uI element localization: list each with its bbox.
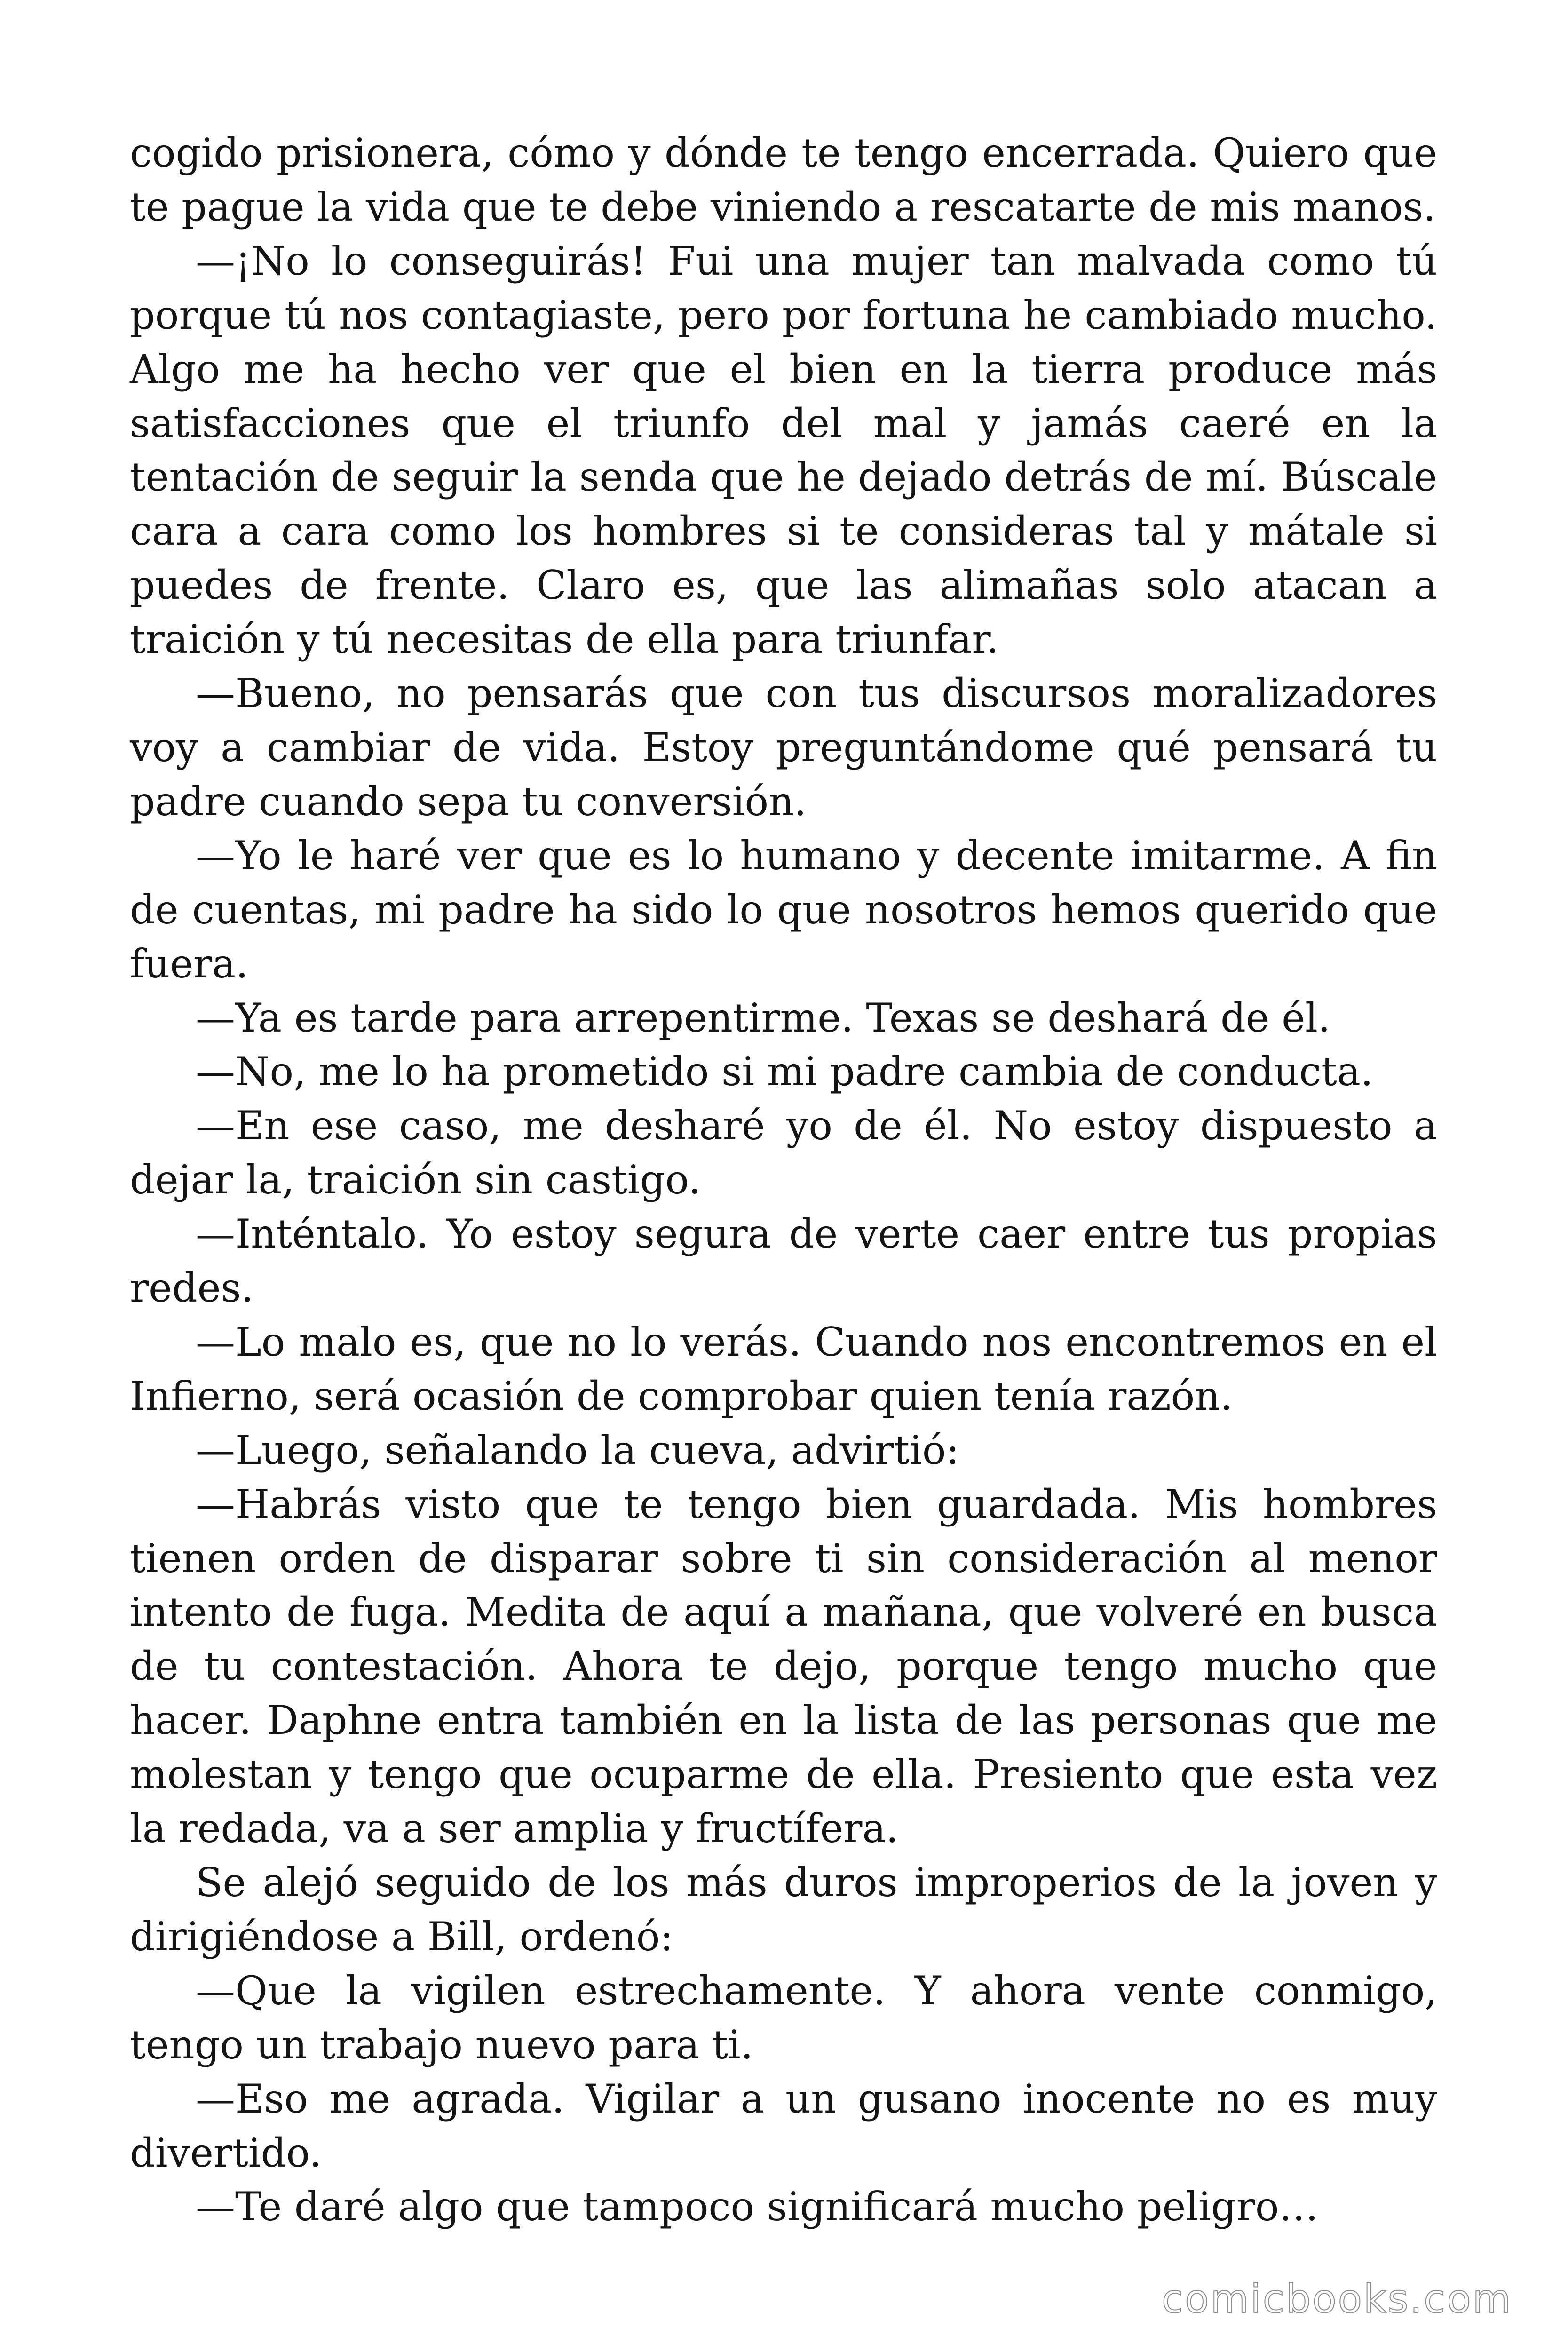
paragraph: —En ese caso, me desharé yo de él. No estoy dispuesto a dejar la, traición sin castigo. [130, 1103, 1437, 1203]
paragraph: —No, me lo ha prometido si mi padre cambia de conducta. [196, 1049, 1373, 1095]
paragraph: —Lo malo es, que no lo verás. Cuando nos encontremos en el Infierno, será ocasión de comprobar quien tenía razón. [130, 1319, 1437, 1419]
paragraph: —Yo le haré ver que es lo humano y decente imitarme. A fin de cuentas, mi padre ha sido lo que nosotros hemos querido que fuera. [130, 832, 1437, 987]
watermark: comicbooks.com [1162, 2276, 1513, 2322]
paragraph: —Bueno, no pensarás que con tus discursos moralizadores voy a cambiar de vida. Estoy preguntándome qué pensará tu padre cuando sepa tu conversión. [130, 670, 1437, 825]
paragraph: Se alejó seguido de los más duros improperios de la joven y dirigiéndose a Bill, ordenó: [130, 1859, 1437, 1960]
paragraph: —Te daré algo que tampoco significará mucho peligro… [196, 2184, 1319, 2230]
paragraph: —Que la vigilen estrechamente. Y ahora vente conmigo, tengo un trabajo nuevo para ti. [130, 1967, 1437, 2068]
paragraph: —¡No lo conseguirás! Fui una mujer tan malvada como tú porque tú nos contagiaste, pero por fortuna he cambiado mucho. Algo me ha hecho ver que el bien en la tierra produce más satisfacciones que el triunfo del mal y jamás caeré en la tentación de seguir la senda que he dejado detrás de mí. Búscale cara a cara como los hombres si te consideras tal y mátale si puedes de frente. Claro es, que las alimañas solo atacan a traición y tú necesitas de ella para triunfar. [130, 238, 1437, 663]
paragraph: —Habrás visto que te tengo bien guardada. Mis hombres tienen orden de disparar sobre ti sin consideración al menor intento de fuga. Medita de aquí a mañana, que volveré en busca de tu contestación. Ahora te dejo, porque tengo mucho que hacer. Daphne entra también en la lista de las personas que me molestan y tengo que ocuparme de ella. Presiento que esta vez la redada, va a ser amplia y fructífera. [130, 1481, 1437, 1852]
book-page-text [130, 126, 1437, 2234]
paragraph: —Inténtalo. Yo estoy segura de verte caer entre tus propias redes. [130, 1211, 1437, 1311]
paragraph: —Ya es tarde para arrepentirme. Texas se deshará de él. [196, 994, 1330, 1041]
paragraph: —Eso me agrada. Vigilar a un gusano inocente no es muy divertido. [130, 2075, 1437, 2176]
paragraph: cogido prisionera, cómo y dónde te tengo encerrada. Quiero que te pague la vida que te debe viniendo a rescatarte de mis manos. [130, 130, 1437, 230]
paragraph: —Luego, señalando la cueva, advirtió: [196, 1427, 959, 1473]
